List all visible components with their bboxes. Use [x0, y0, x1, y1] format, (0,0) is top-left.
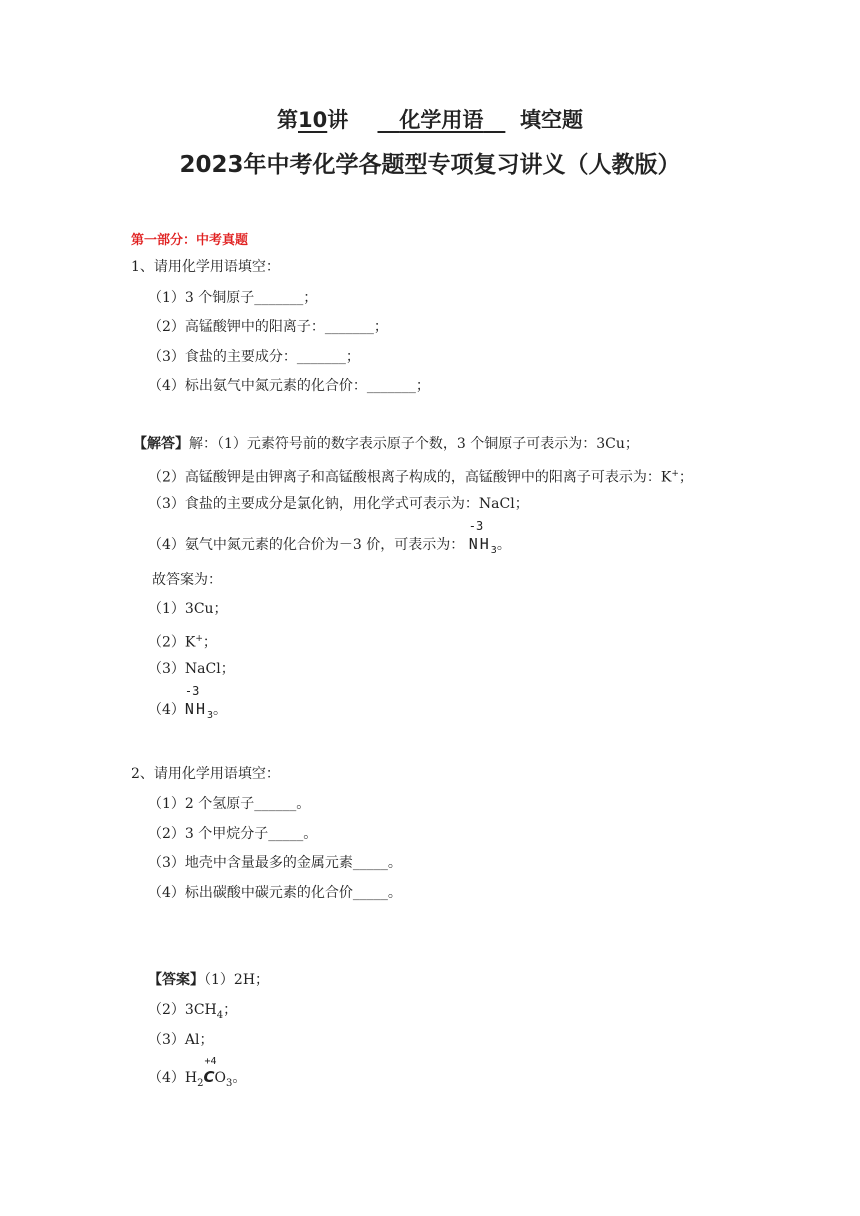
q2-answer-line: 【答案】（1）2H；: [148, 972, 270, 988]
q2-stem: 2、请用化学用语填空：: [131, 766, 280, 782]
q2-item: （4）标出碳酸中碳元素的化合价_____。: [148, 885, 402, 901]
q1-answer: （4） -3 $NH_3$。: [148, 700, 227, 725]
q1-item: （1）3 个铜原子_______；: [148, 290, 318, 306]
q2-answer-line: （3）Al；: [148, 1032, 214, 1048]
section-heading: 第一部分：中考真题: [131, 233, 249, 248]
answer-label: 【答案】: [148, 972, 204, 988]
q1-answer: （3）NaCl；: [148, 661, 235, 677]
lecture-type: 填空题: [519, 108, 583, 132]
lecture-topic: 化学用语: [399, 108, 484, 132]
q2-item: （3）地壳中含量最多的金属元素_____。: [148, 855, 402, 871]
lecture-prefix: 第: [277, 108, 298, 132]
q1-solution-line: 【解答】解：（1）元素符号前的数字表示原子个数，3 个铜原子可表示为：3Cu；: [133, 436, 639, 452]
q2-item: （1）2 个氢原子______。: [148, 796, 311, 812]
q2-item: （2）3 个甲烷分子_____。: [148, 826, 318, 842]
q1-solution-line: （3）食盐的主要成分是氯化钠，用化学式可表示为：NaCl；: [148, 496, 529, 512]
q1-item: （4）标出氨气中氮元素的化合价：_______；: [148, 378, 430, 394]
lecture-number: 10: [298, 108, 328, 132]
q1-item: （2）高锰酸钾中的阳离子：_______；: [148, 319, 388, 335]
q1-item: （3）食盐的主要成分：_______；: [148, 349, 360, 365]
q1-solution-line: （2）高锰酸钾是由钾离子和高锰酸根离子构成的，高锰酸钾中的阳离子可表示为：K+；: [148, 469, 693, 486]
document-subtitle: 2023年中考化学各题型专项复习讲义（人教版）: [179, 152, 681, 178]
answer-label: 故答案为：: [152, 572, 222, 588]
q2-answer-line: $(4)H_2$ +4 $CO_3$。: [148, 1056, 247, 1089]
lecture-suffix: 讲: [327, 108, 349, 132]
q1-solution-line: （4）氨气中氮元素的化合价为－3 价，可表示为： -3 $NH_3$。: [148, 535, 511, 560]
solution-label: 【解答】: [133, 436, 189, 452]
lecture-title: [0, 106, 860, 134]
q1-answer: （2）K+；: [148, 634, 217, 651]
nh3-valence-formula: -3 $NH_3$: [468, 519, 497, 556]
q1-answer: （1）3Cu；: [148, 601, 228, 617]
nh3-valence-formula: -3 $NH_3$: [184, 684, 214, 721]
q1-stem: 1、请用化学用语填空：: [131, 259, 280, 275]
carbon-valence: +4 C: [203, 1056, 217, 1086]
q2-answer-line: $(2)3CH_4$；: [148, 1002, 238, 1021]
